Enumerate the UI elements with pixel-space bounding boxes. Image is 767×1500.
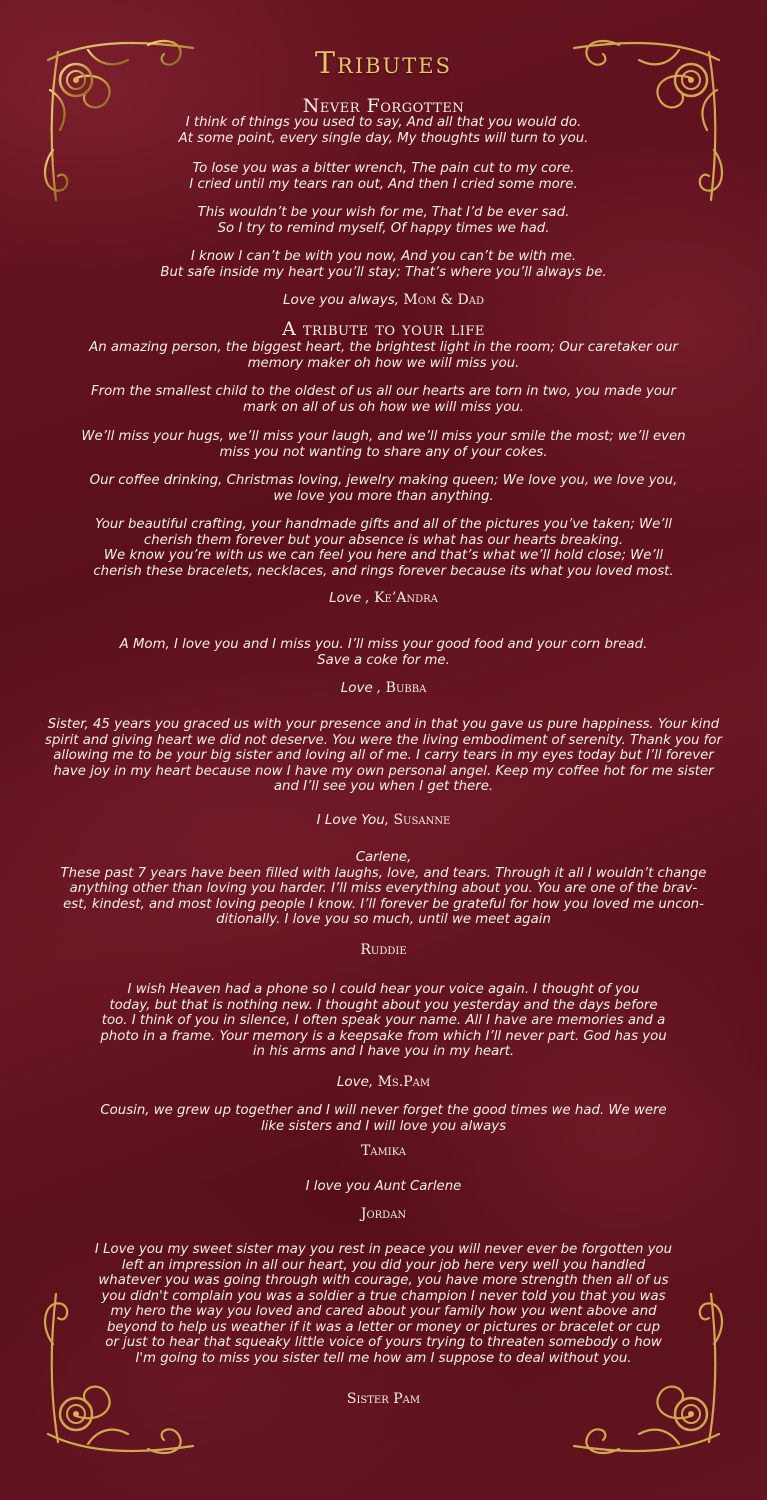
message-text: Sister, 45 years you graced us with your presence and in that you gave us pure happiness. Your kind spirit and giving heart we did not deserve. You were the living embodiment of serenity. Thank you for allowing me to be your big sister and loving all of me. I carry tears in my eyes today but I’ll forever have joy in my heart because now I have my own personal angel. Keep my coffee hot for me sister and I’ll see you when I get there. xyxy=(45,717,722,794)
poem-heading: Never Forgotten xyxy=(302,95,465,117)
poem-stanza: I know I can’t be with you now, And you can’t be with me. But safe inside my heart you’ll stay; That’s where you’ll always be. xyxy=(160,249,607,280)
signoff-text: Love , xyxy=(340,680,382,696)
signer-name: Tamika xyxy=(360,1143,407,1159)
poem-stanza: This wouldn’t be your wish for me, That I’d be ever sad. So I try to remind myself, Of happy times we had. xyxy=(197,205,570,236)
signoff-text: Love, xyxy=(336,1074,374,1090)
message-text: I love you Aunt Carlene xyxy=(305,1179,462,1194)
poem-stanza: To lose you was a bitter wrench, The pain cut to my core. I cried until my tears ran out, And then I cried some more. xyxy=(189,161,578,192)
message-signature xyxy=(0,1391,767,1407)
signoff-text: I Love You, xyxy=(316,812,390,828)
tribute-signature xyxy=(0,590,767,606)
signoff-text: Love , xyxy=(329,590,370,606)
message-text: Carlene, These past 7 years have been filled with laughs, love, and tears. Through it all I wouldn’t change anything other than loving you harder. I’ll miss everything about you. You are one of the brav- est, kindest, and most loving people I know. I’ll forever be grateful for how you loved me uncon- ditionally. I love you so much, until we meet again xyxy=(60,850,707,927)
message-text: I wish Heaven had a phone so I could hear your voice again. I thought of you today, but that is nothing new. I thought about you yesterday and the days before too. I think of you in silence, I often speak your name. All I have are memories and a photo in a frame. Your memory is a keepsake from which I’ll never part. God has you in his arms and I have you in my heart. xyxy=(100,982,667,1059)
message-signature xyxy=(0,942,767,958)
tribute-stanza: We’ll miss your hugs, we’ll miss your laugh, and we’ll miss your smile the most; we’ll even miss you not wanting to share any of your cokes. xyxy=(81,429,686,460)
message-text: I Love you my sweet sister may you rest in peace you will never ever be forgotten you left an impression in all our heart, you did your job here very well you handled whatever you was going through with courage, you have more strength then all of us you didn't complain you was a soldier a true champion I never told you that you was my hero the way you loved and cared about your family how you went above and beyond to help us weather if it was a letter or money or pictures or bracelet or cup or just to hear that squeaky little voice of yours trying to threaten somebody o how I'm going to miss you sister tell me how am I suppose to deal without you. xyxy=(94,1242,673,1366)
signoff-text: Love you always, xyxy=(282,292,400,308)
message-signature xyxy=(0,1074,767,1090)
poem-stanza: I think of things you used to say, And all that you would do. At some point, every single day, My thoughts will turn to you. xyxy=(178,115,589,146)
signer-name: Ke’Andra xyxy=(374,590,438,606)
message-text: A Mom, I love you and I miss you. I’ll miss your good food and your corn bread. Save a coke for me. xyxy=(119,637,648,668)
tribute-stanza: Your beautiful crafting, your handmade gifts and all of the pictures you’ve taken; We’ll cherish them forever but your absence is what has our hearts breaking. We know you’re with us we can feel you here and that’s what we’ll hold close; We’ll cherish these bracelets, necklaces, and rings forever because its what you loved most. xyxy=(93,517,674,579)
signer-name: Susanne xyxy=(393,812,451,828)
signer-name: Sister Pam xyxy=(346,1391,421,1407)
message-text: Cousin, we grew up together and I will never forget the good times we had. We were like sisters and I will love you always xyxy=(100,1103,667,1134)
signer-name: Ruddie xyxy=(360,942,407,958)
tribute-stanza: From the smallest child to the oldest of us all our hearts are torn in two, you made your mark on all of us oh how we will miss you. xyxy=(91,384,676,415)
message-signature xyxy=(0,1206,767,1222)
signer-name: Ms.Pam xyxy=(377,1074,431,1090)
tribute-stanza: Our coffee drinking, Christmas loving, jewelry making queen; We love you, we love you, we love you more than anything. xyxy=(89,473,678,504)
tribute-heading: A tribute to your life xyxy=(282,318,485,340)
poem-signature xyxy=(0,292,767,308)
message-signature xyxy=(0,1143,767,1159)
signer-name: Mom & Dad xyxy=(403,292,485,308)
tribute-stanza: An amazing person, the biggest heart, the brightest light in the room; Our caretaker our memory maker oh how we will miss you. xyxy=(89,340,678,371)
signer-name: Jordan xyxy=(360,1206,407,1222)
message-signature xyxy=(0,680,767,696)
message-signature xyxy=(0,812,767,828)
page-title: Tributes xyxy=(315,46,452,81)
signer-name: Bubba xyxy=(385,680,427,696)
